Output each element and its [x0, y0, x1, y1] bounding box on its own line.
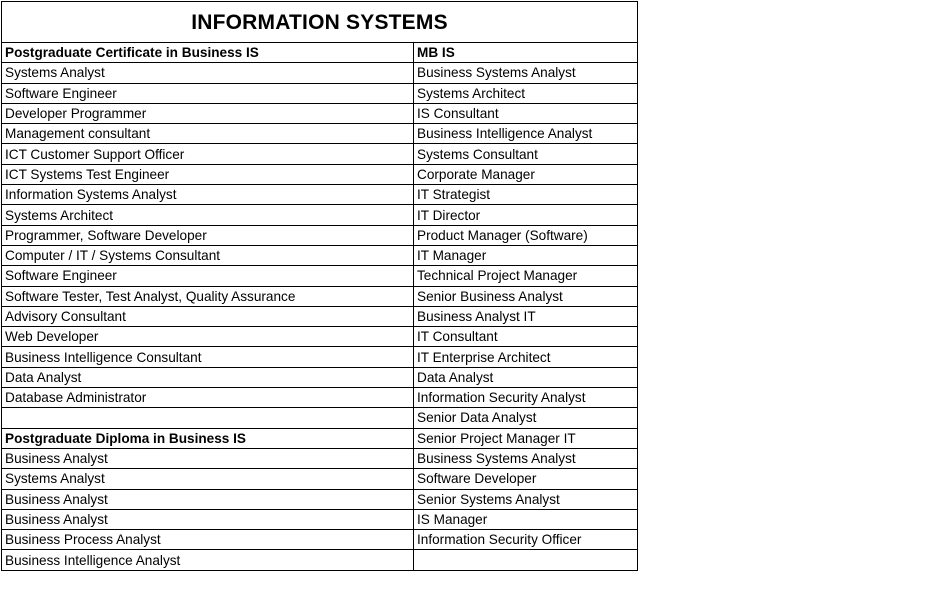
- right-career-cell: Business Systems Analyst: [414, 448, 638, 468]
- table-row: [2, 286, 638, 306]
- left-career-cell: Information Systems Analyst: [2, 185, 414, 205]
- left-career-cell: Business Process Analyst: [2, 530, 414, 550]
- table-row: [2, 489, 638, 509]
- left-career-cell: Software Tester, Test Analyst, Quality Assurance: [2, 286, 414, 306]
- table-row: [2, 164, 638, 184]
- table-row: [2, 124, 638, 144]
- left-career-cell: Software Engineer: [2, 266, 414, 286]
- left-career-cell: Programmer, Software Developer: [2, 225, 414, 245]
- right-career-cell: [414, 550, 638, 570]
- right-career-cell: Senior Project Manager IT: [414, 428, 638, 448]
- table-row: [2, 347, 638, 367]
- left-career-cell: Systems Analyst: [2, 469, 414, 489]
- table-row: [2, 509, 638, 529]
- table-row: [2, 205, 638, 225]
- right-career-cell: Technical Project Manager: [414, 266, 638, 286]
- table-row: [2, 388, 638, 408]
- right-career-cell: Business Systems Analyst: [414, 63, 638, 83]
- table-row: [2, 428, 638, 448]
- right-career-cell: Product Manager (Software): [414, 225, 638, 245]
- table-row: [2, 185, 638, 205]
- right-career-cell: Business Intelligence Analyst: [414, 124, 638, 144]
- left-career-cell: Developer Programmer: [2, 103, 414, 123]
- certificate-column-header: Postgraduate Certificate in Business IS: [2, 43, 414, 63]
- left-career-cell: Business Analyst: [2, 489, 414, 509]
- right-career-cell: IT Director: [414, 205, 638, 225]
- left-career-cell: Software Engineer: [2, 83, 414, 103]
- right-career-cell: Software Developer: [414, 469, 638, 489]
- right-career-cell: Corporate Manager: [414, 164, 638, 184]
- right-career-cell: Systems Architect: [414, 83, 638, 103]
- table-row: [2, 408, 638, 428]
- table-row: [2, 367, 638, 387]
- table-row: [2, 266, 638, 286]
- left-career-cell: Business Analyst: [2, 448, 414, 468]
- section-heading-cell: Postgraduate Diploma in Business IS: [2, 428, 414, 448]
- left-career-cell: Business Analyst: [2, 509, 414, 529]
- right-career-cell: Data Analyst: [414, 367, 638, 387]
- table-row: [2, 306, 638, 326]
- left-career-cell: Management consultant: [2, 124, 414, 144]
- right-career-cell: IT Consultant: [414, 327, 638, 347]
- left-career-cell: Computer / IT / Systems Consultant: [2, 245, 414, 265]
- left-career-cell: ICT Systems Test Engineer: [2, 164, 414, 184]
- left-career-cell: [2, 408, 414, 428]
- title-row: [2, 2, 638, 43]
- left-career-cell: Systems Architect: [2, 205, 414, 225]
- table-row: [2, 83, 638, 103]
- right-career-cell: IS Manager: [414, 509, 638, 529]
- right-career-cell: IT Strategist: [414, 185, 638, 205]
- left-career-cell: Business Intelligence Analyst: [2, 550, 414, 570]
- right-career-cell: Business Analyst IT: [414, 306, 638, 326]
- mbis-column-header: MB IS: [414, 43, 638, 63]
- careers-table: [1, 1, 638, 571]
- right-career-cell: IT Manager: [414, 245, 638, 265]
- table-row: [2, 63, 638, 83]
- table-row: [2, 469, 638, 489]
- right-career-cell: Systems Consultant: [414, 144, 638, 164]
- table-row: [2, 245, 638, 265]
- left-career-cell: Systems Analyst: [2, 63, 414, 83]
- right-career-cell: Senior Data Analyst: [414, 408, 638, 428]
- right-career-cell: Senior Business Analyst: [414, 286, 638, 306]
- table-row: [2, 144, 638, 164]
- table-row: [2, 550, 638, 570]
- left-career-cell: Data Analyst: [2, 367, 414, 387]
- left-career-cell: ICT Customer Support Officer: [2, 144, 414, 164]
- right-career-cell: Senior Systems Analyst: [414, 489, 638, 509]
- left-career-cell: Advisory Consultant: [2, 306, 414, 326]
- table-row: [2, 448, 638, 468]
- table-row: [2, 327, 638, 347]
- table-row: [2, 530, 638, 550]
- right-career-cell: Information Security Officer: [414, 530, 638, 550]
- header-row: [2, 43, 638, 63]
- table-title: INFORMATION SYSTEMS: [2, 2, 638, 43]
- left-career-cell: Web Developer: [2, 327, 414, 347]
- right-career-cell: IT Enterprise Architect: [414, 347, 638, 367]
- right-career-cell: Information Security Analyst: [414, 388, 638, 408]
- table-row: [2, 103, 638, 123]
- left-career-cell: Business Intelligence Consultant: [2, 347, 414, 367]
- left-career-cell: Database Administrator: [2, 388, 414, 408]
- right-career-cell: IS Consultant: [414, 103, 638, 123]
- table-row: [2, 225, 638, 245]
